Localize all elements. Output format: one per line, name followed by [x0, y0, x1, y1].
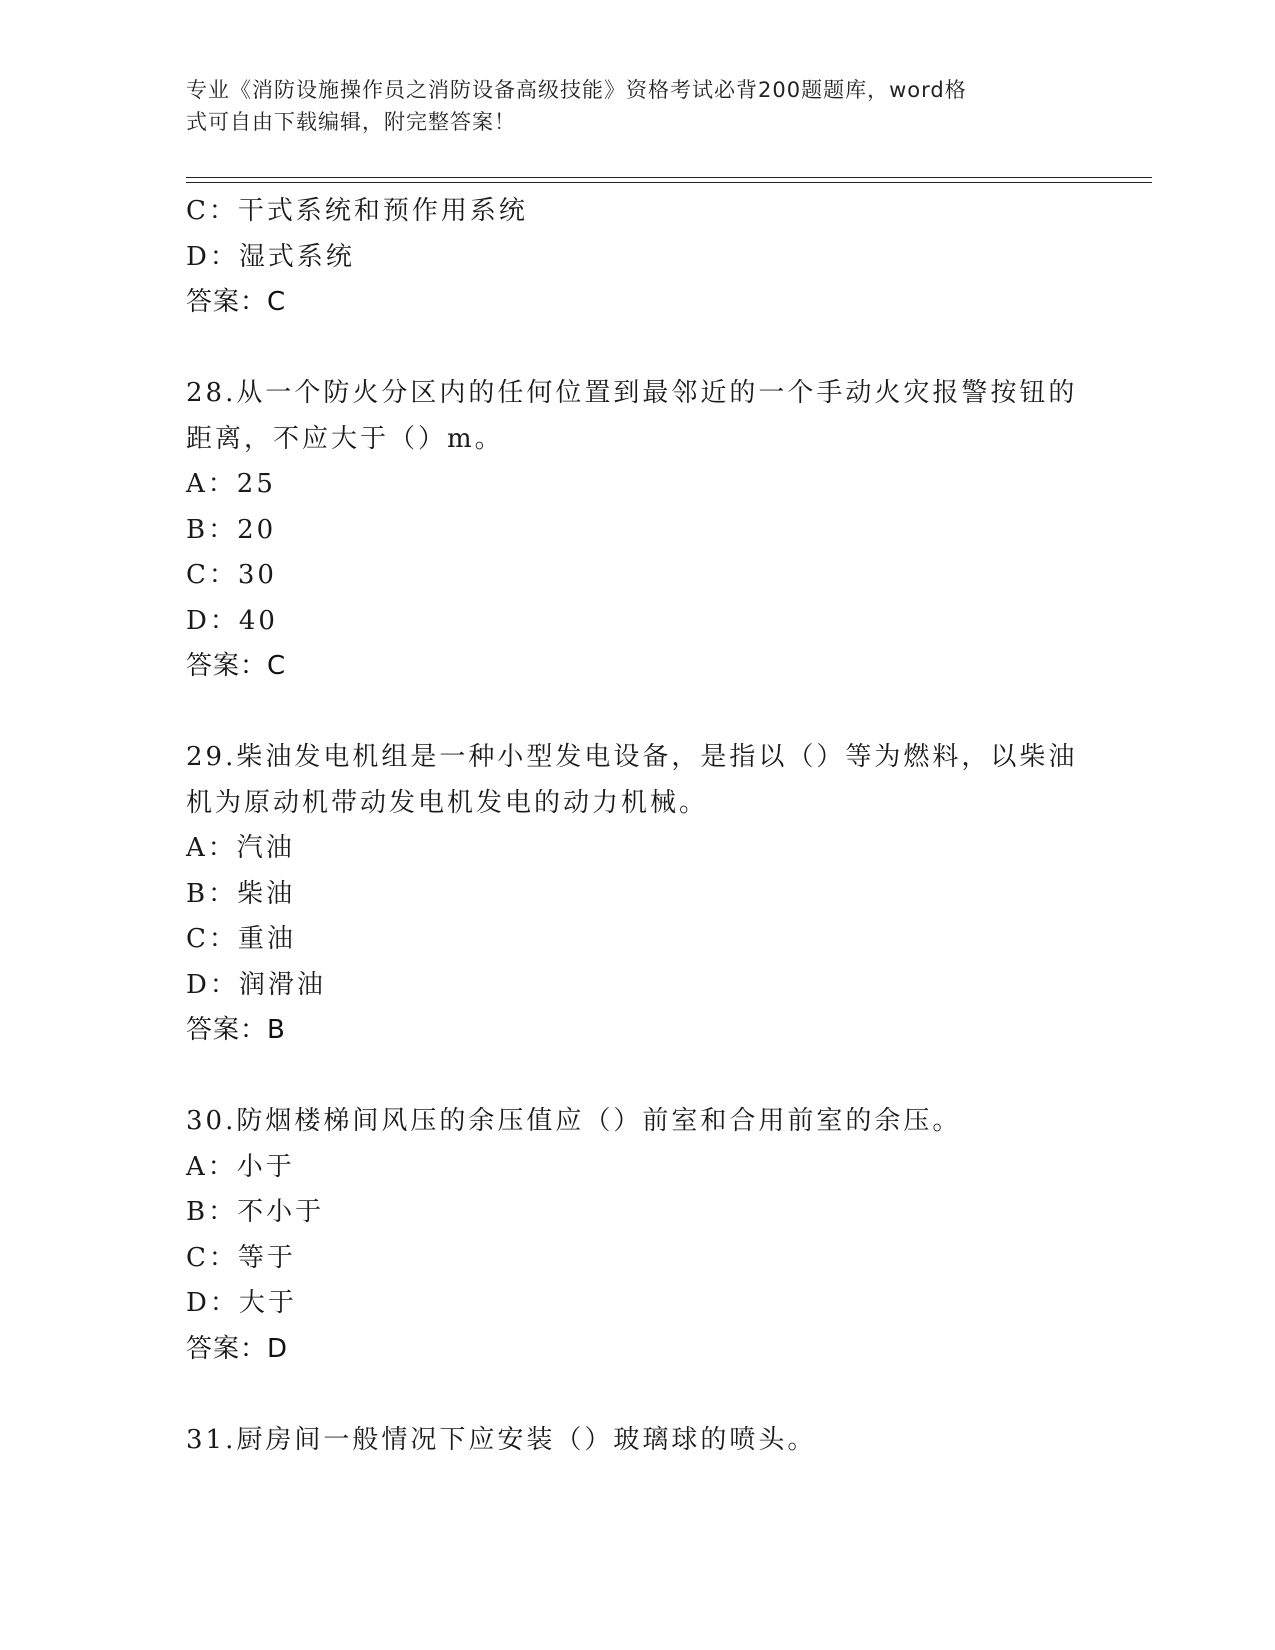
- answer-line: 答案：C: [186, 651, 287, 681]
- document-header: [186, 74, 1066, 138]
- option-d: D：40: [186, 605, 278, 636]
- option-b: B：柴油: [186, 878, 296, 909]
- option-b: B：20: [186, 514, 277, 545]
- spacer: [186, 1054, 1086, 1100]
- spacer: [186, 1372, 1086, 1418]
- answer-line: 答案：C: [186, 287, 287, 317]
- header-rule-bottom: [186, 182, 1152, 183]
- option-c: C：干式系统和预作用系统: [186, 196, 528, 226]
- option-d: D：润滑油: [186, 969, 326, 1000]
- option-c: C：等于: [186, 1242, 296, 1273]
- question-27-tail: [186, 189, 1086, 326]
- spacer: [186, 326, 1086, 372]
- question-stem: 29.柴油发电机组是一种小型发电设备，是指以（）等为燃料，以柴油: [186, 742, 1078, 772]
- question-stem: 30.防烟楼梯间风压的余压值应（）前室和合用前室的余压。: [186, 1106, 962, 1136]
- spacer: [186, 690, 1086, 736]
- header-rule-top: [186, 177, 1152, 178]
- question-30: [186, 1099, 1086, 1372]
- header-line-1: 专业《消防设施操作员之消防设备高级技能》资格考试必背200题题库，word格: [186, 78, 967, 102]
- answer-line: 答案：B: [186, 1015, 286, 1045]
- question-stem-continued: 机为原动机带动发电机发电的动力机械。: [186, 787, 709, 818]
- option-d: D：湿式系统: [186, 241, 355, 272]
- option-a: A：汽油: [186, 833, 295, 863]
- option-d: D：大于: [186, 1288, 297, 1318]
- question-28: [186, 371, 1086, 690]
- question-stem-continued: 距离，不应大于（）m。: [186, 423, 504, 454]
- option-c: C：30: [186, 560, 277, 590]
- header-line-2: 式可自由下载编辑，附完整答案！: [186, 110, 516, 134]
- option-a: A：小于: [186, 1151, 295, 1182]
- question-31: [186, 1418, 1086, 1464]
- option-a: A：25: [186, 469, 276, 499]
- question-stem: 31.厨房间一般情况下应安装（）玻璃球的喷头。: [186, 1424, 817, 1455]
- question-stem: 28.从一个防火分区内的任何位置到最邻近的一个手动火灾报警按钮的: [186, 378, 1078, 408]
- option-c: C：重油: [186, 924, 296, 954]
- option-b: B：不小于: [186, 1197, 325, 1227]
- answer-line: 答案：D: [186, 1333, 289, 1364]
- question-list: [186, 189, 1086, 1463]
- question-29: [186, 735, 1086, 1054]
